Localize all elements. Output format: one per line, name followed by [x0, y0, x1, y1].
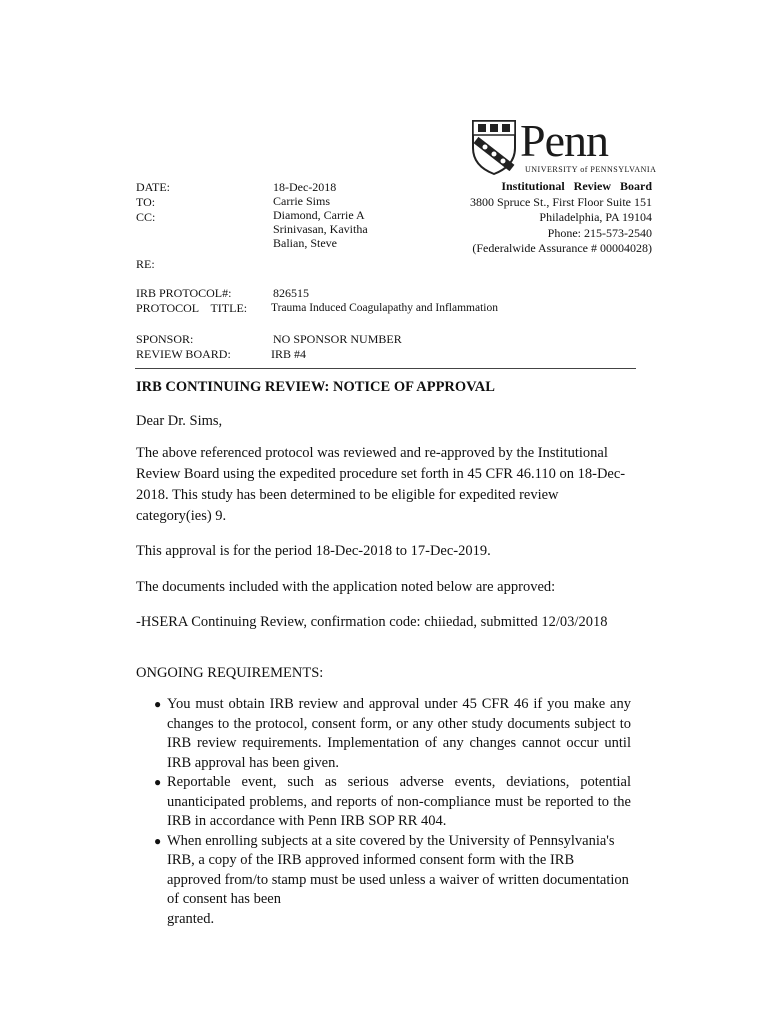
- to-label: TO:: [136, 195, 156, 209]
- office-name: Institutional Review Board: [501, 179, 652, 193]
- office-city: Philadelphia, PA 19104: [539, 210, 652, 224]
- requirement-text: You must obtain IRB review and approval under 45 CFR 46 if you make any changes to the protocol, consent form, or any other study documents subject to IRB review requirements. Implementation of any changes cannot occur until IRB approval has been given.: [167, 696, 631, 771]
- approval-paragraph: The above referenced protocol was reviewed and re-approved by the Institutional Review Board using the expedited procedure set forth in 45 CFR 46.110 on 18-Dec-2018. This study has been determined to be eligible for expedited review category(ies) 9.: [136, 445, 626, 524]
- requirements-heading: ONGOING REQUIREMENTS:: [136, 665, 324, 681]
- protocol-title-label: PROTOCOL TITLE:: [136, 301, 248, 315]
- sponsor-value: NO SPONSOR NUMBER: [273, 332, 402, 346]
- review-board-value: IRB #4: [271, 347, 307, 361]
- cc-item: Diamond, Carrie A: [273, 208, 365, 222]
- notice-heading: IRB CONTINUING REVIEW: NOTICE OF APPROVAL: [136, 379, 495, 395]
- date-label: DATE:: [136, 180, 170, 194]
- list-item: [136, 832, 631, 910]
- sponsor-label: SPONSOR:: [136, 332, 194, 346]
- office-assurance: (Federalwide Assurance # 00004028): [472, 241, 652, 255]
- approval-period: This approval is for the period 18-Dec-2018 to 17-Dec-2019.: [136, 543, 491, 559]
- cc-label: CC:: [136, 210, 156, 224]
- header-divider: [135, 368, 636, 369]
- irb-office-address: [470, 179, 652, 257]
- requirement-text: Reportable event, such as serious adverse events, deviations, potential unanticipated problems, and reports of non-compliance must be reported to the IRB in accordance with Penn IRB SOP RR 404.: [167, 774, 631, 829]
- re-label: RE:: [136, 257, 155, 271]
- bullet-icon: ●: [154, 833, 162, 848]
- office-street: 3800 Spruce St., First Floor Suite 151: [469, 194, 652, 209]
- cc-list: [273, 208, 368, 250]
- penn-logo: [470, 115, 657, 178]
- cc-item: Srinivasan, Kavitha: [273, 222, 368, 236]
- date-value: 18-Dec-2018: [273, 180, 337, 194]
- to-value: Carrie Sims: [273, 194, 330, 208]
- requirement-text: granted.: [167, 910, 215, 927]
- requirements-list: [136, 695, 631, 929]
- penn-wordmark: Penn: [520, 115, 608, 166]
- salutation: Dear Dr. Sims,: [136, 413, 223, 429]
- protocol-value: 826515: [273, 286, 309, 300]
- approved-document: -HSERA Continuing Review, confirmation code: chiiedad, submitted 12/03/2018: [136, 614, 608, 630]
- bullet-icon: ●: [154, 697, 162, 711]
- list-item: [136, 695, 631, 773]
- list-item: [136, 773, 631, 832]
- documents-intro: The documents included with the application noted below are approved:: [136, 579, 556, 595]
- requirement-text: When enrolling subjects at a site covered by the University of Pennsylvania's IRB, a copy of the IRB approved informed consent form with the IRB approved from/to stamp must be used unless a waiver of written documentation of consent has been: [167, 832, 629, 907]
- office-phone: Phone: 215-573-2540: [547, 225, 652, 240]
- protocol-title-value: Trauma Induced Coagulapathy and Inflammation: [271, 302, 498, 314]
- protocol-label: IRB PROTOCOL#:: [136, 286, 232, 300]
- list-item-continuation: [136, 910, 631, 930]
- cc-item: Balian, Steve: [273, 236, 337, 250]
- university-name: UNIVERSITY of PENNSYLVANIA: [525, 165, 657, 174]
- review-board-label: REVIEW BOARD:: [136, 347, 231, 361]
- penn-shield-icon: [470, 118, 518, 176]
- bullet-icon: ●: [154, 775, 162, 789]
